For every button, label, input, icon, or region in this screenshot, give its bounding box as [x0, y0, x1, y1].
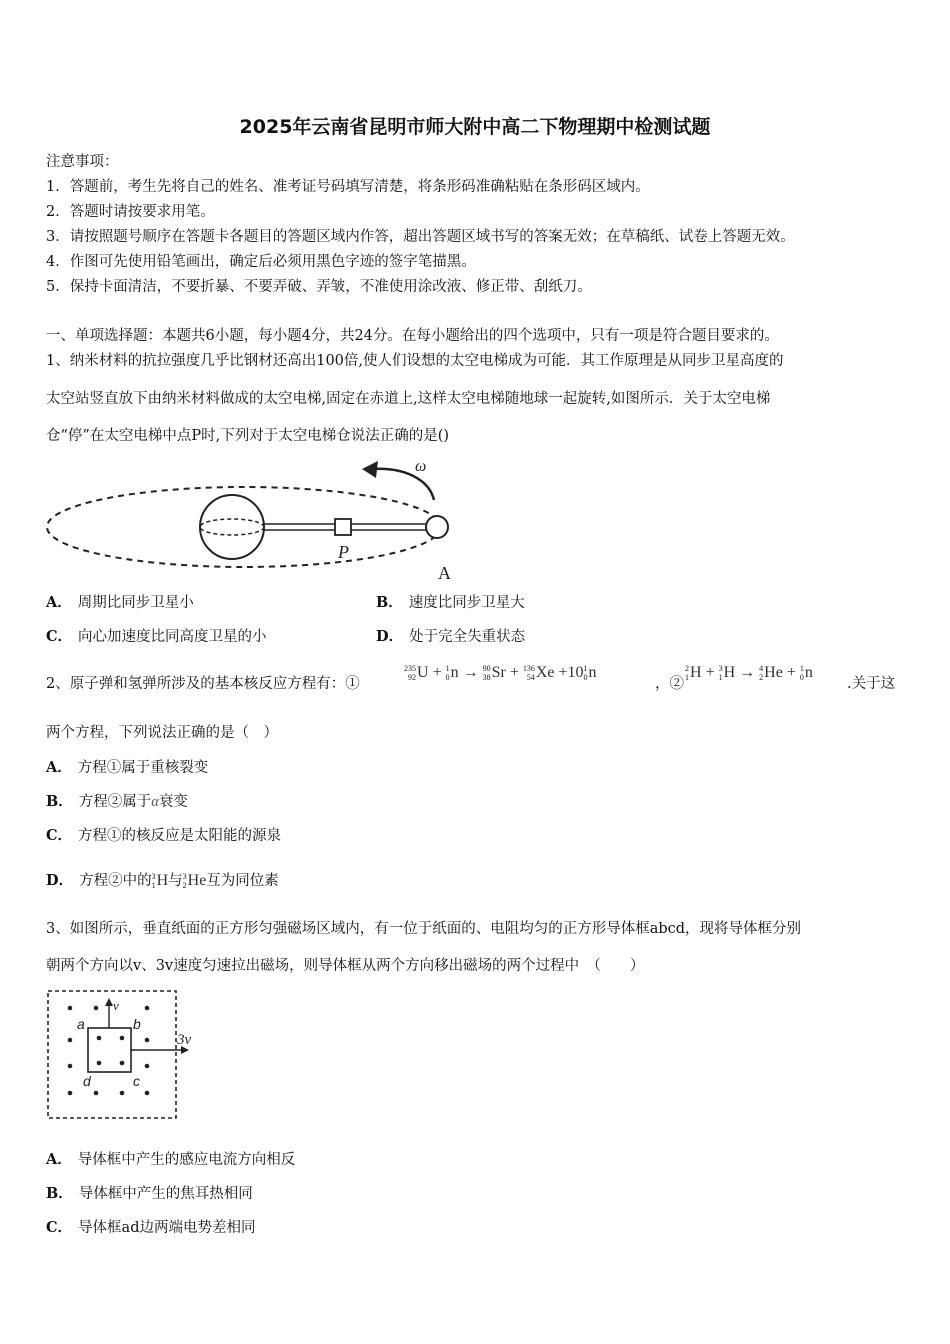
a-label: a [77, 1016, 85, 1032]
option-letter: D． [46, 872, 74, 889]
nuclide-h3: 3 1H [151, 872, 169, 891]
q3-option-a[interactable] [46, 1151, 295, 1169]
nuclide-he3: 3 2He [182, 872, 207, 891]
q1-option-d[interactable] [376, 628, 525, 646]
q1-space-elevator-figure [44, 455, 464, 583]
option-text: 周期比同步卫星小 [77, 595, 194, 611]
q3-magnetic-field-figure [44, 988, 214, 1122]
field-boundary [48, 991, 176, 1118]
arrow-head-icon [105, 998, 113, 1006]
option-letter: B． [46, 1185, 73, 1202]
earth-circle [200, 495, 264, 559]
q2-stem-line2: 两个方程，下列说法正确的是（ ） [46, 725, 278, 741]
note-item: 1．答题前，考生先将自己的姓名、准考证号码填写清楚，将条形码准确粘贴在条形码区域内。 [46, 179, 650, 195]
option-text: 导体框中产生的焦耳热相同 [78, 1186, 253, 1202]
q1-option-a[interactable] [46, 594, 194, 612]
page-title: 2025年云南省昆明市师大附中高二下物理期中检测试题 [239, 116, 711, 138]
q2-equation-1: 235 92U + 1 0n → 90 38Sr + 136 54Xe +101 0n [404, 664, 597, 683]
q2-stem-tail: .关于这 [847, 676, 896, 692]
v-label: v [113, 998, 119, 1013]
q3-stem-line: 朝两个方向以v、3v速度匀速拉出磁场，则导体框从两个方向移出磁场的两个过程中 （ ） [46, 958, 645, 974]
option-letter: A． [46, 759, 72, 776]
q3-option-c[interactable] [46, 1219, 255, 1237]
omega-label: ω [415, 458, 427, 475]
option-letter: B． [376, 594, 403, 611]
elevator-cabin [335, 519, 351, 535]
option-letter: A． [46, 594, 72, 611]
option-letter: C． [46, 628, 73, 645]
option-text: 向心加速度比同高度卫星的小 [78, 629, 267, 645]
q1-stem-line: 仓“停”在太空电梯中点P时,下列对于太空电梯仓说法正确的是() [46, 428, 450, 444]
p-label: P [338, 542, 349, 562]
q1-option-b[interactable] [376, 594, 525, 612]
option-letter: C． [46, 1219, 73, 1236]
q1-stem-line: 太空站竖直放下由纳米材料做成的太空电梯,固定在赤道上,这样太空电梯随地球一起旋转,如图所示．关于太空电梯 [46, 391, 771, 407]
option-text: 方程①的核反应是太阳能的源泉 [78, 828, 282, 844]
option-text: 方程①属于重核裂变 [77, 760, 209, 776]
q2-stem-intro: 2、原子弹和氢弹所涉及的基本核反应方程有：① [46, 676, 360, 692]
q2-equation-sep: ，② [655, 676, 684, 692]
alpha-symbol: α [151, 794, 159, 810]
option-letter: B． [46, 793, 73, 810]
note-item: 2．答题时请按要求用笔。 [46, 204, 215, 220]
q1-stem-line: 1、纳米材料的抗拉强度几乎比钢材还高出100倍,使人们设想的太空电梯成为可能．其工作原理是从同步卫星高度的 [46, 353, 784, 369]
b-label: b [133, 1016, 141, 1032]
q2-option-a[interactable] [46, 759, 208, 777]
section-heading: 一、单项选择题：本题共6小题，每小题4分，共24分。在每小题给出的四个选项中，只有一项是符合题目要求的。 [46, 328, 779, 344]
q2-option-d[interactable]: D． 方程②中的3 1H与3 2He互为同位素 [46, 872, 279, 891]
notes-heading: 注意事项： [46, 154, 119, 170]
option-text: 速度比同步卫星大 [408, 595, 525, 611]
3v-label: 3v [177, 1032, 192, 1048]
option-text: 导体框中产生的感应电流方向相反 [77, 1152, 296, 1168]
arrow-head-icon [362, 461, 378, 478]
c-label: c [133, 1073, 140, 1089]
option-letter: A． [46, 1151, 72, 1168]
q2-option-b[interactable]: B． 方程②属于α衰变 [46, 793, 188, 810]
a-label: A [438, 563, 451, 583]
option-letter: D． [376, 628, 404, 645]
d-label: d [83, 1073, 91, 1089]
q2-option-c[interactable] [46, 827, 281, 845]
conductor-frame [88, 1028, 131, 1072]
station-a [426, 516, 448, 538]
option-text: 处于完全失重状态 [409, 629, 526, 645]
q2-equation-2: 2 1H + 3 1H → 4 2He + 1 0n [685, 664, 813, 683]
q1-option-c[interactable] [46, 628, 267, 646]
q3-option-b[interactable] [46, 1185, 253, 1203]
option-text: 导体框ad边两端电势差相同 [78, 1220, 256, 1236]
note-item: 4．作图可先使用铅笔画出，确定后必须用黑色字迹的签字笔描黑。 [46, 254, 476, 270]
note-item: 5．保持卡面清洁，不要折暴、不要弄破、弄皱，不准使用涂改液、修正带、刮纸刀。 [46, 279, 592, 295]
option-letter: C． [46, 827, 73, 844]
note-item: 3．请按照题号顺序在答题卡各题目的答题区域内作答，超出答题区域书写的答案无效；在草稿纸、试卷上答题无效。 [46, 229, 795, 245]
q3-stem-line: 3、如图所示，垂直纸面的正方形匀强磁场区域内，有一位于纸面的、电阻均匀的正方形导体框abcd，现将导体框分别 [46, 921, 802, 937]
